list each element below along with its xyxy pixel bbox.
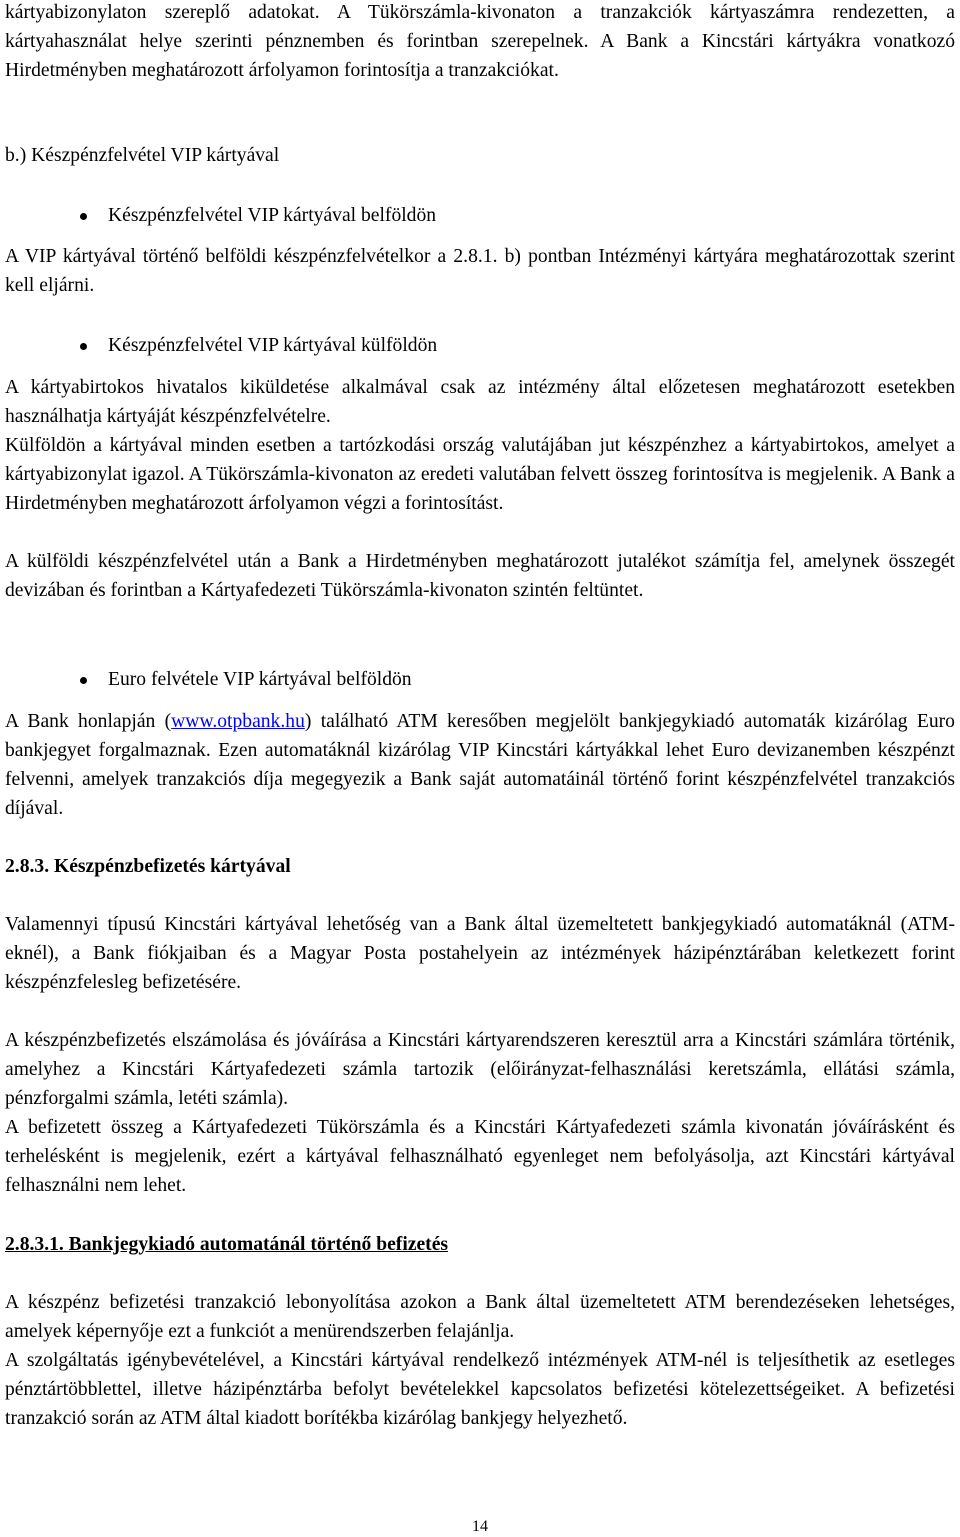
text-segment: ) található ATM keresőben megjelölt bankjegykiadó automaták kizárólag Euro bankjegyet forgalmaznak. Ezen automatáknál kizárólag VIP Kincstári kártyákkal lehet Euro devizanemben készpénzt felvenni, amelyek tranzakciós díja megegyezik a Bank saját automatáinál történő forint készpénzfelvétel tranzakciós díjával. [5, 711, 955, 819]
paragraph-deposit-intro: Valamennyi típusú Kincstári kártyával lehetőség van a Bank által üzemeltetett bankjegykiadó automatáknál (ATM-eknél), a Bank fiókjaiban és a Magyar Posta postahelyein az intézmények házipénztárában keletkezett forint készpénzfelesleg befizetésére. [5, 914, 955, 993]
paragraph-atm-deposit: A készpénz befizetési tranzakció lebonyolítása azokon a Bank által üzemeltetett ATM berendezéseken lehetséges, amelyek képernyője ezt a funkciót a menürendszerben felajánlja. [5, 1292, 955, 1342]
text-segment: A Bank honlapján ( [5, 711, 172, 732]
paragraph-abroad-fee: A külföldi készpénzfelvétel után a Bank a Hirdetményben meghatározott jutalékot számítja fel, amelynek összegét devizában és forintban a Kártyafedezeti Tükörszámla-kivonaton szintén feltüntet. [5, 551, 955, 601]
section-heading-2-8-3-1: 2.8.3.1. Bankjegykiadó automatánál történő befizetés [5, 1234, 449, 1255]
bullet-dot-icon [80, 213, 87, 220]
bullet-label: Készpénzfelvétel VIP kártyával külföldön [108, 335, 438, 356]
page-number: 14 [472, 1518, 488, 1535]
bullet-label: Készpénzfelvétel VIP kártyával belföldön [108, 205, 437, 226]
bullet-dot-icon [80, 677, 87, 684]
document-page [5, 0, 955, 1537]
link-text: hu [285, 711, 305, 732]
paragraph-abroad-currency: Külföldön a kártyával minden esetben a tartózkodási ország valutájában jut készpénzhez a kártyabirtokos, amelyet a kártyabizonylat igazol. A Tükörszámla-kivonaton az eredeti valutában felvett összeg forintosítva is megjelenik. A Bank a Hirdetményben meghatározott árfolyamon végzi a forintosítást. [5, 435, 955, 514]
section-heading-2-8-3: 2.8.3. Készpénzbefizetés kártyával [5, 856, 291, 877]
otpbank-link[interactable] [171, 711, 305, 732]
paragraph-deposit-balance: A befizetett összeg a Kártyafedezeti Tükörszámla és a Kincstári Kártyafedezeti számla kivonatán jóváírásként és terhelésként is megjelenik, ezért a kártyával felhasználható egyenleget nem befolyásolja, azt Kincstári kártyával felhasználni nem lehet. [5, 1117, 955, 1196]
paragraph-euro-withdrawal [5, 707, 955, 823]
subheading-b: b.) Készpénzfelvétel VIP kártyával [5, 145, 280, 166]
paragraph-domestic-withdrawal: A VIP kártyával történő belföldi készpénzfelvételkor a 2.8.1. b) pontban Intézményi kártyára meghatározottak szerint kell eljárni. [5, 246, 955, 296]
paragraph-abroad-rule: A kártyabirtokos hivatalos kiküldetése alkalmával csak az intézmény által előzetesen meghatározott esetekben használhatja kártyáját készpénzfelvételre. [5, 377, 955, 427]
link-text: www.otpbank. [171, 711, 286, 732]
paragraph-atm-service: A szolgáltatás igénybevételével, a Kincstári kártyával rendelkező intézmények ATM-nél is teljesíthetik az esetleges pénztártöbblettel, illetve házipénztárba befolyt bevételekkel kapcsolatos befizetési kötelezettségeiket. A befizetési tranzakció során az ATM által kiadott borítékba kizárólag bankjegy helyezhető. [5, 1350, 955, 1429]
paragraph-deposit-settlement: A készpénzbefizetés elszámolása és jóváírása a Kincstári kártyarendszeren keresztül arra a Kincstári számlára történik, amelyhez a Kincstári Kártyafedezeti számla tartozik (előirányzat-felhasználási keretszámla, ellátási számla, pénzforgalmi számla, letéti számla). [5, 1030, 955, 1109]
bullet-dot-icon [80, 343, 87, 350]
bullet-label: Euro felvétele VIP kártyával belföldön [108, 669, 412, 690]
paragraph-intro: kártyabizonylaton szereplő adatokat. A Tükörszámla-kivonaton a tranzakciók kártyaszámra rendezetten, a kártyahasználat helye szerinti pénznemben és forintban szerepelnek. A Bank a Kincstári kártyákra vonatkozó Hirdetményben meghatározott árfolyamon forintosítja a tranzakciókat. [5, 2, 955, 81]
